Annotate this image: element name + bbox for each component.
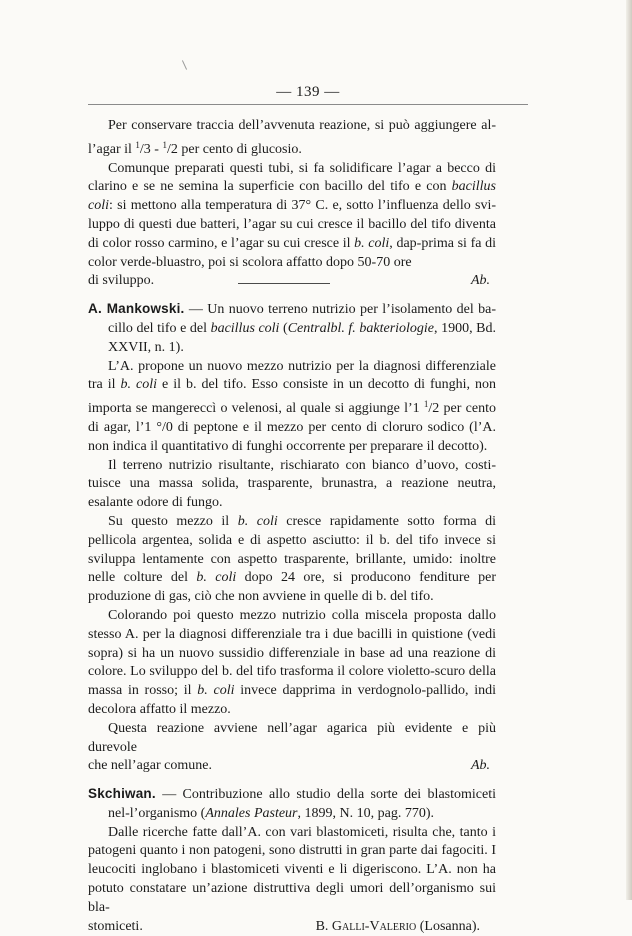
review3-signature: B. Galli-Valerio (Losanna). <box>315 918 480 934</box>
separator-rule <box>238 283 330 284</box>
review3-paragraph-1: Dalle ricerche fatte dall’A. con vari blastomiceti, risulta che, tanto i patogeni quanto i non patogeni, sono distrutti in gran parte dai fagociti. I leucociti inglobano i blastomiceti viventi e li digeriscono. L’A. non ha potuto constatare un’azione distruttiva degli umori dell’organismo sui bla- <box>88 824 496 915</box>
review2-paragraph-4: Colorando poi questo mezzo nutrizio colla miscela proposta dallo stesso A. per la diagnosi differenziale tra i due bacilli in quistione (vedi sopra) si ha un nuovo sussidio differenziale in base ad una reazione di colore. Lo sviluppo del b. del tifo trasforma il colore violetto-scuro della massa in rosso; il b. coli invece dapprima in verdognolo-pallido, indi decolora affatto il mezzo. <box>88 607 496 717</box>
review2-paragraph-1: L’A. propone un nuovo mezzo nutrizio per la diagnosi differenziale tra il b. coli e il b. del tifo. Esso consiste in un decotto di funghi, non importa se mangereccì o velenosi, al quale si aggiunge l’1 $^1$/2 per cento di agar, l’1 °/0 di peptone e il mezzo per cento di cloruro sodico (l’A. non indica il quantitativo di funghi occorrente per preparare il decotto). <box>88 358 496 454</box>
review1-signature: Ab. <box>470 273 490 289</box>
review3-sign-line: stomiceti. B. Galli-Valerio (Losanna). <box>88 918 496 936</box>
print-speck <box>182 60 187 69</box>
review1-paragraph-2: Comunque preparati questi tubi, si fa solidificare l’agar a becco di clarino e se ne semina la superficie con bacillo del tifo e con bacillus coli: si mettono alla temperatura di 37° C. e, sotto l’influenza dello svi-luppo di questi due batteri, l’agar su cui cresce il bacillo del tifo diventa di color rosso carmino, e l’agar su cui cresce il b. coli, dap-prima si fa di color verde-bluastro, poi si scolora affatto dopo 50-70 ore <box>88 160 496 270</box>
review3-heading: Skchiwan. — Contribuzione allo studio della sorte dei blastomiceti nel-l’organismo (Annales Pasteur, 1899, N. 10, pag. 770). <box>88 786 496 821</box>
review2-sign-line: che nell’agar comune. Ab. <box>88 757 496 776</box>
review1-paragraph-1: Per conservare traccia dell’avvenuta reazione, si può aggiungere al-l’agar il $^1$/3 - $^1$/2 per cento di glucosio. <box>88 118 496 157</box>
header-rule <box>88 104 528 105</box>
review3-author: Skchiwan. <box>88 786 156 802</box>
review2-signature: Ab. <box>470 758 490 774</box>
page-edge-shadow <box>626 0 632 900</box>
review2-paragraph-5: Questa reazione avviene nell’agar agarica più evidente e più durevole <box>88 720 496 755</box>
review2-paragraph-3: Su questo mezzo il b. coli cresce rapidamente sotto forma di pellicola argentea, solida e di aspetto asciutto: il b. del tifo invece si sviluppa lentamente con aspetto trasparente, brillante, umido: inoltre nelle colture del b. coli dopo 24 ore, si producono fenditure per produzione di gas, ciò che non avviene in quelle di b. del tifo. <box>88 513 497 605</box>
page-number: — 139 — <box>276 84 340 100</box>
review2-paragraph-2: Il terreno nutrizio risultante, rischiarato con bianco d’uovo, costi-tuisce una massa solida, trasparente, brunastra, a reazione neutra, esalante odore di fungo. <box>88 457 496 511</box>
review2-author: A. Mankowski. <box>88 301 185 317</box>
review1-sign-line: di sviluppo. Ab. <box>88 272 496 291</box>
page-body <box>88 117 496 936</box>
review2-heading: A. Mankowski. — Un nuovo terreno nutrizio per l’isolamento del ba-cillo del tifo e del bacillus coli (Centralbl. f. bakteriologie, 1900, Bd. XXVII, n. 1). <box>88 301 496 355</box>
